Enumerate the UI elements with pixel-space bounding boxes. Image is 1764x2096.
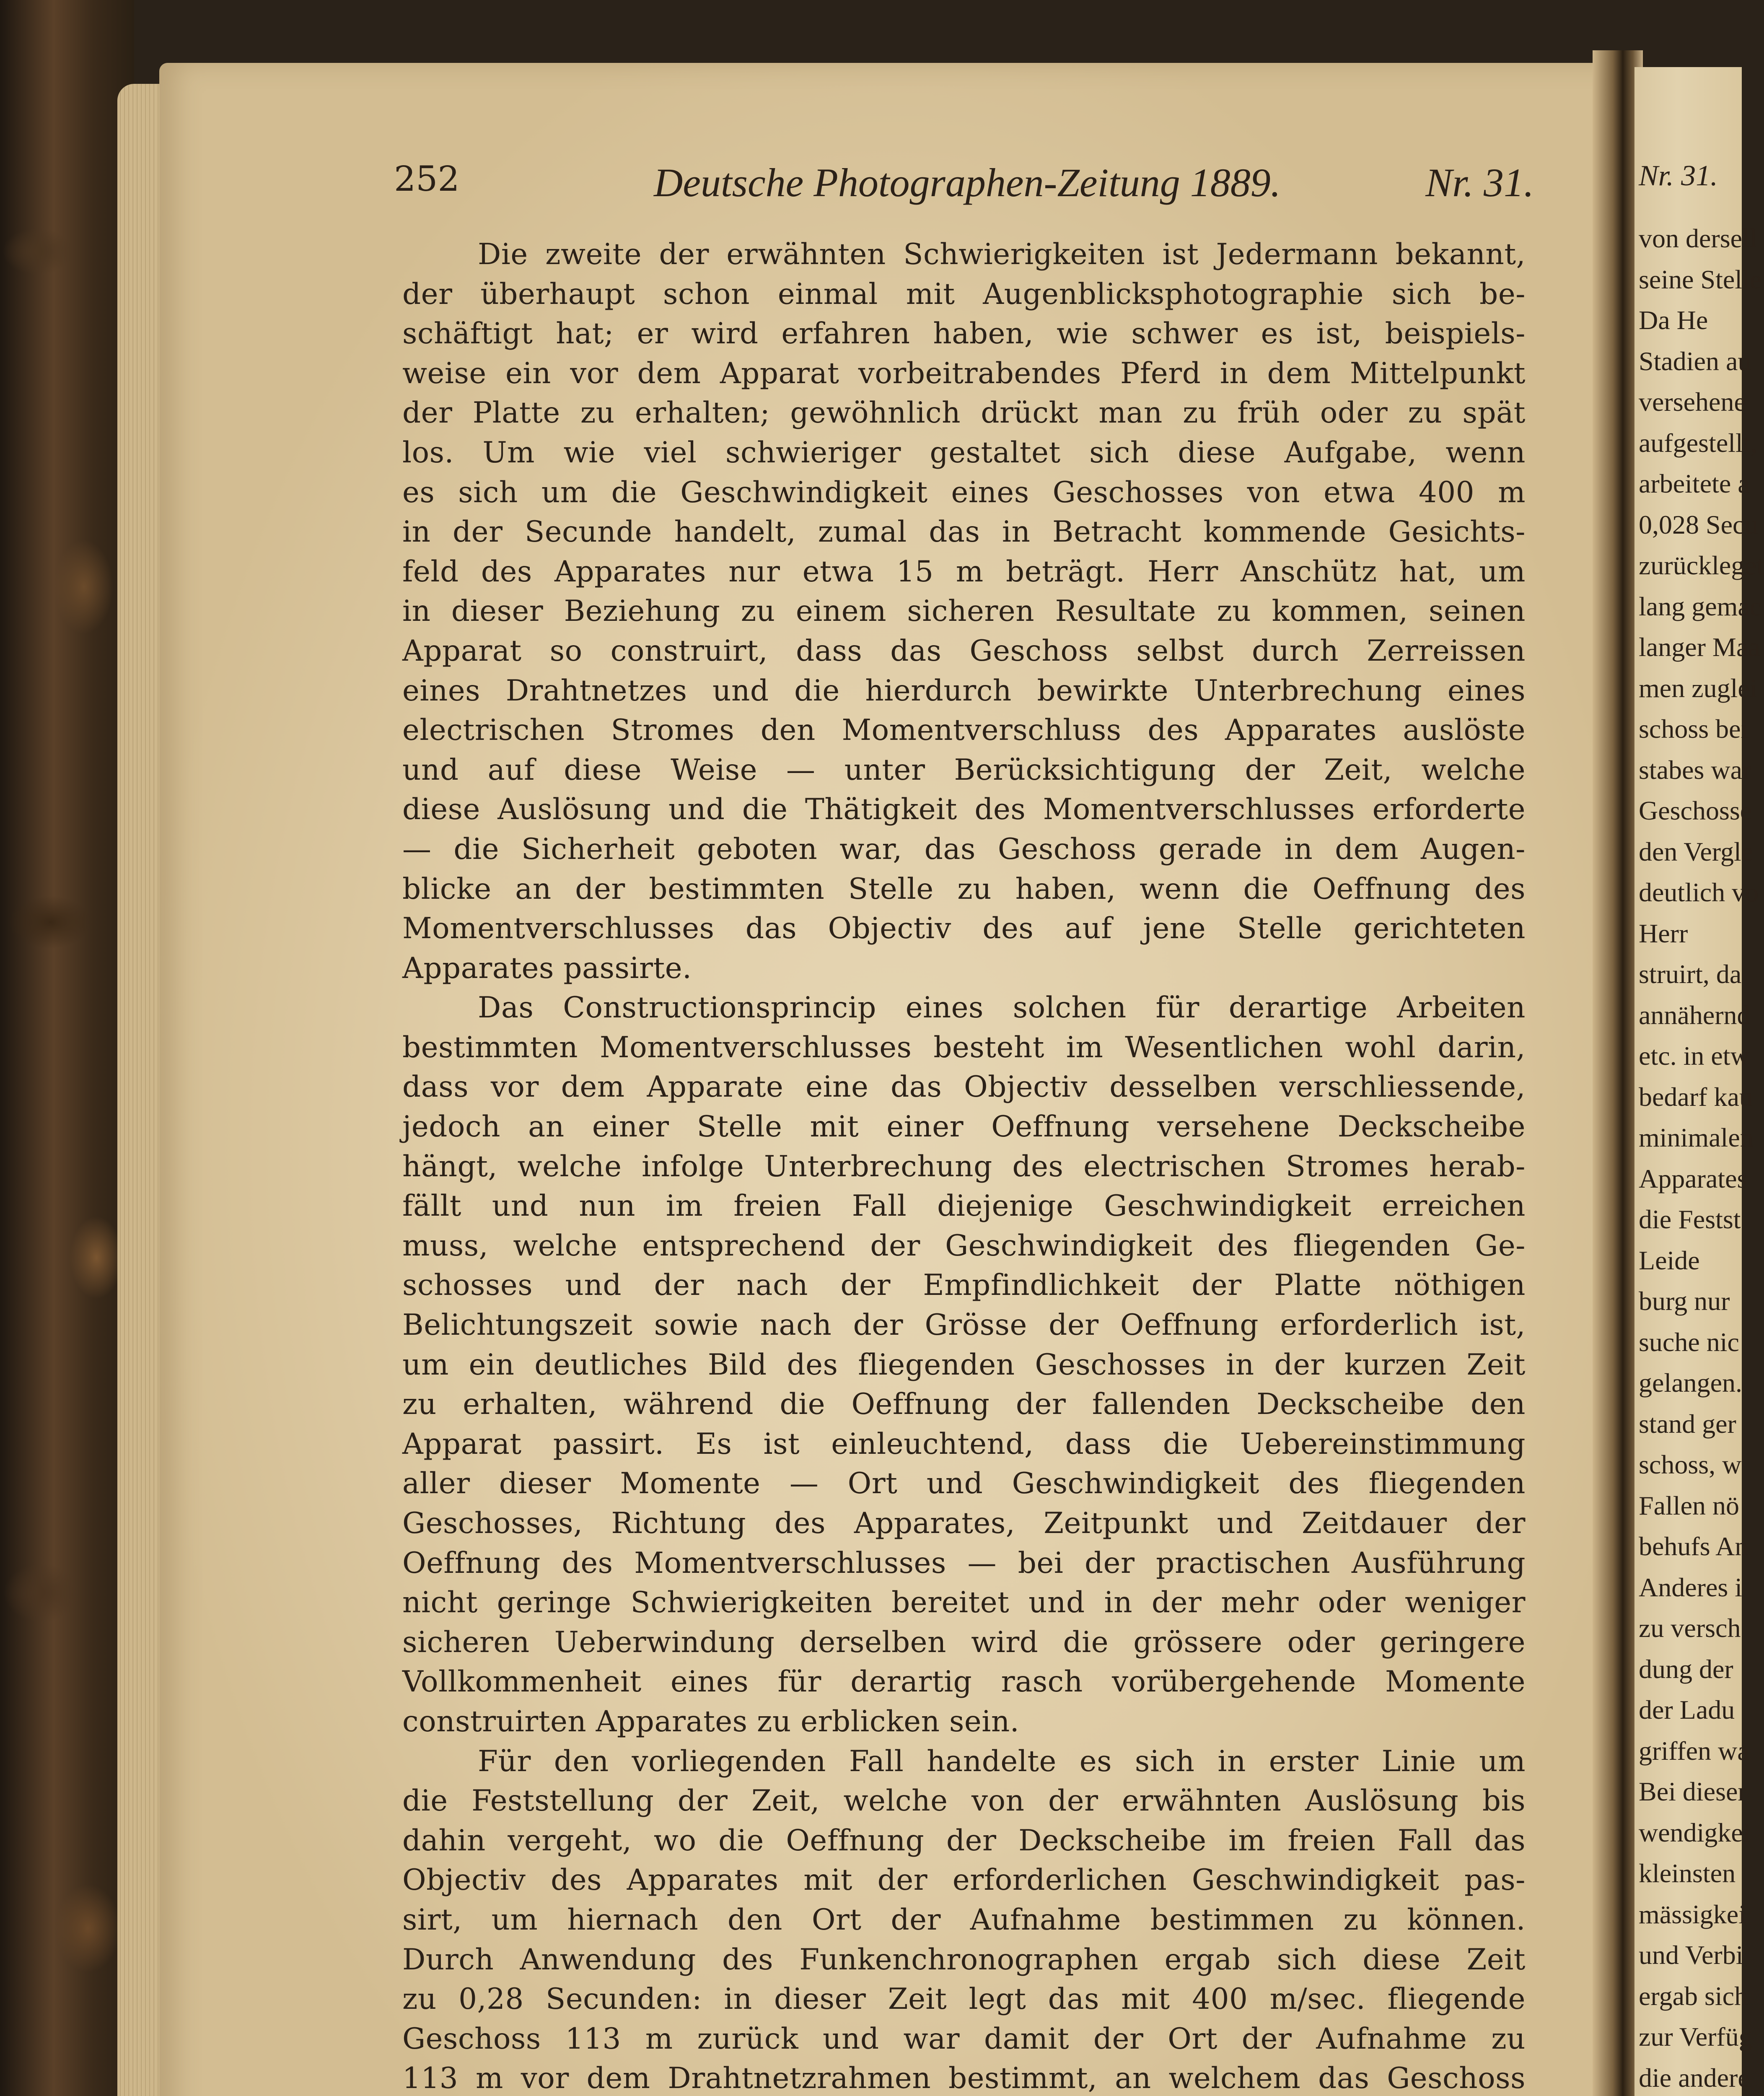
facing-page-line: suche nic [1639,1327,1739,1357]
facing-page-line: die Festst [1639,1204,1741,1234]
running-header [394,159,1534,210]
facing-page-line: seine Stelle [1639,264,1762,294]
facing-page-line: zurückleget [1639,550,1764,580]
text-line: der Platte zu erhalten; gewöhnlich drückt man zu früh oder zu spät [402,396,1526,430]
facing-page-line: Da He [1639,305,1708,335]
text-line: Vollkommenheit eines für derartig rasch vorübergehende Momente [402,1665,1526,1699]
facing-page-line: 0,028 Secu [1639,509,1758,540]
text-line: fällt und nun im freien Fall diejenige Geschwindigkeit erreichen [402,1189,1526,1223]
facing-page-line: Geschosse [1639,796,1752,825]
text-line: nicht geringe Schwierigkeiten bereitet und in der mehr oder weniger [402,1586,1526,1620]
facing-page-line: arbeitete a [1639,469,1750,498]
facing-page-line: Bei dieser [1639,1777,1747,1806]
text-line: diese Auslösung und die Thätigkeit des Momentverschlusses erforderte [402,793,1526,827]
text-line: Oeffnung des Momentverschlusses — bei der practischen Ausführung [402,1546,1526,1580]
facing-page-line: schoss, w [1639,1450,1742,1479]
facing-page-line: stand ger [1639,1409,1736,1439]
facing-page-line: griffen wa [1639,1735,1749,1766]
article-body [402,235,1526,2096]
text-line: Apparat passirt. Es ist einleuchtend, dass die Uebereinstimmung [402,1427,1526,1461]
text-line: bestimmten Momentverschlusses besteht im Wesentlichen wohl darin, [402,1030,1526,1064]
facing-page-line: der Ladu [1639,1695,1735,1725]
facing-page-line: Fallen nö [1639,1490,1739,1520]
facing-page-fragment [1634,67,1764,2096]
facing-page-line: zur Verfüg [1639,2022,1752,2052]
facing-page-line: stabes war [1639,755,1751,785]
text-line: zu 0,28 Secunden: in dieser Zeit legt das mit 400 m/sec. fliegende [402,1982,1526,2016]
facing-page-line: bedarf kau [1639,1082,1753,1112]
facing-page-line: von dersell [1639,223,1757,253]
text-line: dass vor dem Apparate eine das Objectiv desselben verschliessende, [402,1070,1526,1104]
facing-page-line: gelangen. [1639,1368,1742,1398]
text-line: der überhaupt schon einmal mit Augenblicksphotographie sich be- [402,277,1526,311]
text-line: weise ein vor dem Apparat vorbeitrabendes Pferd in dem Mittelpunkt [402,356,1526,390]
text-line: Objectiv des Apparates mit der erforderlichen Geschwindigkeit pas- [402,1863,1526,1897]
text-line: sicheren Ueberwindung derselben wird die grössere oder geringere [402,1625,1526,1659]
text-line: los. Um wie viel schwieriger gestaltet sich diese Aufgabe, wenn [402,436,1526,470]
facing-page-line: burg nur [1639,1286,1730,1316]
text-line: Momentverschlusses das Objectiv des auf jene Stelle gerichteten [402,912,1526,946]
marbled-cover-edge [0,0,134,2096]
facing-page-line: den Vergle [1639,836,1754,866]
text-line: dahin vergeht, wo die Oeffnung der Deckscheibe im freien Fall das [402,1824,1526,1857]
text-line: Das Constructionsprincip eines solchen für derartige Arbeiten [478,991,1526,1025]
facing-page-line: mässigkei [1639,1899,1746,1929]
text-line: schosses und der nach der Empfindlichkeit der Platte nöthigen [402,1268,1526,1302]
text-line: es sich um die Geschwindigkeit eines Geschosses von etwa 400 m [402,475,1526,509]
text-line: hängt, welche infolge Unterbrechung des electrischen Stromes herab- [402,1149,1526,1183]
text-line: 113 m vor dem Drahtnetzrahmen bestimmt, an welchem das Geschoss [402,2062,1526,2096]
text-line: eines Drahtnetzes und die hierdurch bewirkte Unterbrechung eines [402,674,1526,708]
text-line: Geschosses, Richtung des Apparates, Zeitpunkt und Zeitdauer der [402,1507,1526,1540]
facing-page-line: struirt, da [1639,959,1742,989]
facing-page-line: lang gemac [1639,591,1762,621]
facing-page-line: langer Maa [1639,632,1760,662]
facing-page-line: Apparates [1639,1163,1748,1193]
text-line: aller dieser Momente — Ort und Geschwindigkeit des fliegenden [402,1467,1526,1501]
facing-page-line: etc. in etw [1639,1041,1750,1071]
text-line: in dieser Beziehung zu einem sicheren Resultate zu kommen, seinen [402,594,1526,628]
text-line: und auf diese Weise — unter Berücksichtigung der Zeit, welche [402,753,1526,787]
facing-page-line: schoss bei [1639,714,1748,744]
text-line: Die zweite der erwähnten Schwierigkeiten ist Jedermann bekannt, [478,238,1526,271]
text-line: in der Secunde handelt, zumal das in Betracht kommende Gesichts- [402,515,1526,549]
text-line: feld des Apparates nur etwa 15 m beträgt. Herr Anschütz hat, um [402,555,1526,589]
text-line: Durch Anwendung des Funkenchronographen ergab sich diese Zeit [402,1943,1526,1977]
journal-title: Deutsche Photographen-Zeitung 1889. [654,160,1281,205]
text-line: die Feststellung der Zeit, welche von der erwähnten Auslösung bis [402,1784,1526,1818]
text-line: Apparat so construirt, dass das Geschoss selbst durch Zerreissen [402,634,1526,668]
facing-page-line: Anderes i [1639,1572,1743,1602]
facing-page-line: ergab sich [1639,1981,1748,2011]
text-line: um ein deutliches Bild des fliegenden Geschosses in der kurzen Zeit [402,1348,1526,1382]
facing-page-line: versehene [1639,387,1746,417]
issue-number: Nr. 31. [1425,160,1534,205]
text-line: Für den vorliegenden Fall handelte es sich in erster Linie um [478,1744,1526,1778]
facing-page-line: Herr [1639,918,1688,948]
facing-page-line: und Verbi [1639,1940,1743,1970]
facing-page-line: kleinsten [1639,1858,1736,1888]
text-line: zu erhalten, während die Oeffnung der fallenden Deckscheibe den [402,1388,1526,1422]
text-line: Apparates passirte. [402,951,692,985]
facing-page-line: behufs An [1639,1531,1748,1561]
facing-page-line: aufgestellt, [1639,428,1757,458]
text-line: Belichtungszeit sowie nach der Grösse der Oeffnung erforderlich ist, [402,1308,1526,1342]
page-number: 252 [394,159,460,199]
text-line: — die Sicherheit geboten war, das Geschoss gerade in dem Augen- [402,832,1526,866]
facing-page-line: wendigkei [1639,1817,1751,1847]
text-line: muss, welche entsprechend der Geschwindigkeit des fliegenden Ge- [402,1229,1526,1263]
facing-page-line: zu versch [1639,1613,1741,1643]
facing-page-line: Leide [1639,1245,1700,1275]
text-line: jedoch an einer Stelle mit einer Oeffnung versehene Deckscheibe [402,1110,1526,1144]
text-line: Geschoss 113 m zurück und war damit der Ort der Aufnahme zu [402,2022,1526,2056]
text-line: blicke an der bestimmten Stelle zu haben, wenn die Oeffnung des [402,872,1526,906]
facing-page-line: men zuglei [1639,673,1757,703]
facing-page-lines [1634,218,1764,2096]
text-line: schäftigt hat; er wird erfahren haben, wie schwer es ist, beispiels- [402,317,1526,351]
facing-page-line: annähernd [1639,1000,1751,1030]
text-line: sirt, um hiernach den Ort der Aufnahme bestimmen zu können. [402,1903,1526,1937]
text-line: electrischen Stromes den Momentverschluss des Apparates auslöste [402,713,1526,747]
facing-page-line: die andere [1639,2062,1750,2093]
facing-page-line: dung der [1639,1654,1733,1684]
facing-page-header: Nr. 31. [1639,160,1718,192]
facing-page-line: Stadien au [1639,346,1751,376]
text-line: construirten Apparates zu erblicken sein. [402,1704,1020,1738]
facing-page-line: deutlich vo [1639,877,1759,907]
facing-page-line: minimalen [1639,1123,1754,1152]
